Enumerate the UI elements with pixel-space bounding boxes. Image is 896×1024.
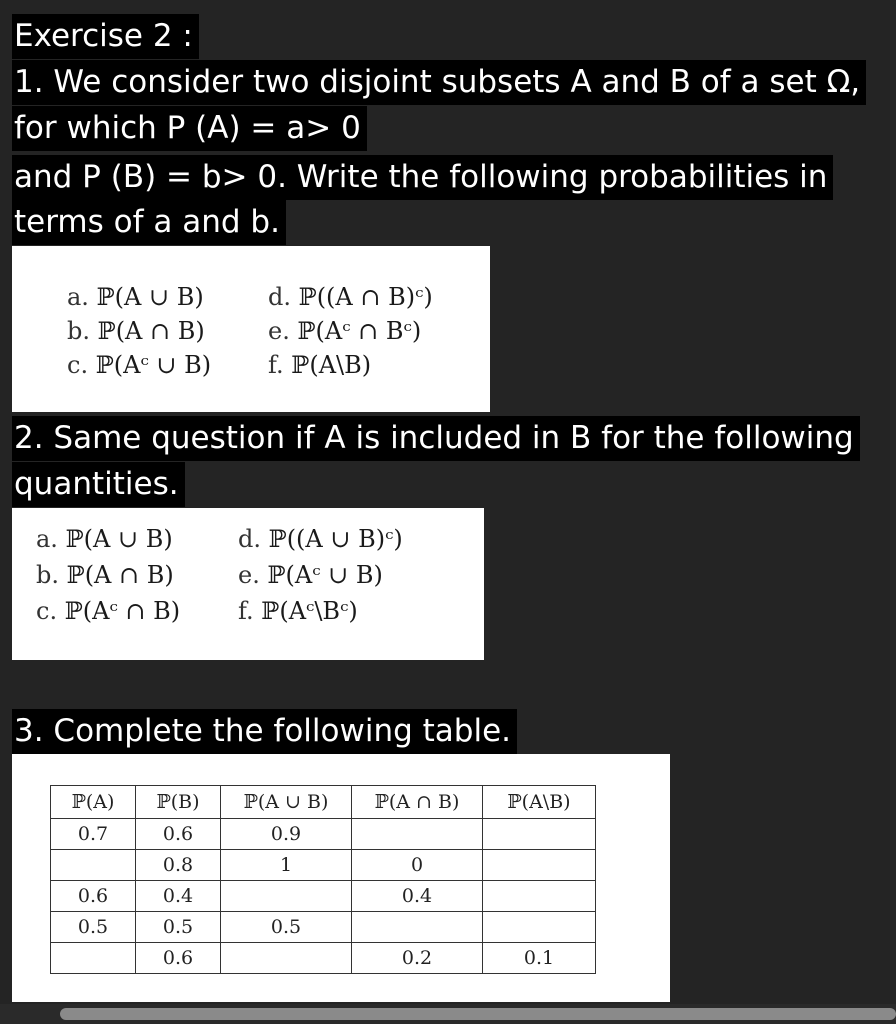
q1-item-f-label: f. — [268, 351, 284, 379]
table-cell — [352, 912, 483, 943]
table-header-cell: ℙ(A ∩ B) — [352, 786, 483, 819]
q1-item-e-label: e. — [268, 317, 290, 345]
table-row — [51, 912, 596, 943]
table-cell: 0.2 — [352, 943, 483, 974]
q1-item-c-expr: ℙ(Aᶜ ∪ B) — [95, 351, 212, 379]
q1-item-a-label: a. — [67, 283, 89, 311]
q1-item-c — [67, 350, 211, 380]
q1-item-e-expr: ℙ(Aᶜ ∩ Bᶜ) — [297, 317, 422, 345]
table-cell: 0.1 — [483, 943, 596, 974]
q2-item-e — [238, 560, 383, 590]
table-row — [51, 943, 596, 974]
q2-formula-box — [12, 508, 484, 660]
table-cell: 0.6 — [136, 819, 221, 850]
q1-text-line-3: and P (B) = b> 0. Write the following probabilities in — [12, 155, 833, 200]
table-header-cell: ℙ(A\B) — [483, 786, 596, 819]
q2-item-d-expr: ℙ((A ∪ B)ᶜ) — [268, 525, 403, 553]
table-header-row — [51, 786, 596, 819]
q1-text-line-2: for which P (A) = a> 0 — [12, 106, 367, 151]
q1-item-b-expr: ℙ(A ∩ B) — [97, 317, 205, 345]
q2-item-e-label: e. — [238, 561, 260, 589]
table-cell — [483, 819, 596, 850]
q1-item-f-expr: ℙ(A\B) — [291, 351, 372, 379]
table-cell — [221, 881, 352, 912]
q2-text-line-2: quantities. — [12, 462, 185, 507]
table-row — [51, 850, 596, 881]
exercise-title: Exercise 2 : — [12, 14, 199, 59]
q2-item-c — [36, 596, 180, 626]
q2-item-e-expr: ℙ(Aᶜ ∪ B) — [267, 561, 383, 589]
q2-item-f-expr: ℙ(Aᶜ\Bᶜ) — [261, 597, 358, 625]
table-cell: 0.5 — [221, 912, 352, 943]
q1-text-line-1: 1. We consider two disjoint subsets A and B of a set Ω, — [12, 60, 866, 105]
q1-item-b-label: b. — [67, 317, 90, 345]
table-cell: 0.4 — [136, 881, 221, 912]
q2-item-d-label: d. — [238, 525, 261, 553]
q2-item-c-expr: ℙ(Aᶜ ∩ B) — [64, 597, 181, 625]
q3-text-line-1: 3. Complete the following table. — [12, 709, 517, 754]
q1-item-a — [67, 282, 204, 312]
table-cell — [483, 850, 596, 881]
q1-item-e — [268, 316, 421, 346]
q3-table-box — [12, 754, 670, 1002]
table-cell — [221, 943, 352, 974]
table-cell: 1 — [221, 850, 352, 881]
q1-item-a-expr: ℙ(A ∪ B) — [96, 283, 204, 311]
q1-item-d — [268, 282, 433, 312]
q2-item-a-label: a. — [36, 525, 58, 553]
q2-item-c-label: c. — [36, 597, 58, 625]
q1-formula-box — [12, 246, 490, 412]
table-cell: 0.7 — [51, 819, 136, 850]
table-cell: 0.5 — [136, 912, 221, 943]
probability-table — [50, 785, 596, 974]
q2-item-b-label: b. — [36, 561, 59, 589]
q1-item-c-label: c. — [67, 351, 89, 379]
q2-item-f — [238, 596, 358, 626]
q2-item-a-expr: ℙ(A ∪ B) — [65, 525, 173, 553]
q2-item-a — [36, 524, 173, 554]
table-cell: 0.9 — [221, 819, 352, 850]
table-row — [51, 881, 596, 912]
table-cell: 0.5 — [51, 912, 136, 943]
table-cell — [483, 881, 596, 912]
table-cell: 0.4 — [352, 881, 483, 912]
table-cell: 0.6 — [136, 943, 221, 974]
horizontal-scrollbar-thumb[interactable] — [60, 1008, 896, 1020]
table-cell — [51, 943, 136, 974]
table-header-cell: ℙ(A) — [51, 786, 136, 819]
q1-item-f — [268, 350, 371, 380]
table-header-cell: ℙ(A ∪ B) — [221, 786, 352, 819]
table-cell: 0.6 — [51, 881, 136, 912]
q2-item-b — [36, 560, 174, 590]
table-header-cell: ℙ(B) — [136, 786, 221, 819]
q1-item-d-expr: ℙ((A ∩ B)ᶜ) — [298, 283, 433, 311]
q2-item-d — [238, 524, 403, 554]
table-cell — [51, 850, 136, 881]
table-cell — [352, 819, 483, 850]
table-row — [51, 819, 596, 850]
q2-item-f-label: f. — [238, 597, 254, 625]
q2-item-b-expr: ℙ(A ∩ B) — [66, 561, 174, 589]
table-cell — [483, 912, 596, 943]
q2-text-line-1: 2. Same question if A is included in B for the following — [12, 416, 860, 461]
q1-item-d-label: d. — [268, 283, 291, 311]
table-cell: 0 — [352, 850, 483, 881]
table-cell: 0.8 — [136, 850, 221, 881]
q1-item-b — [67, 316, 205, 346]
q1-text-line-4: terms of a and b. — [12, 200, 286, 245]
